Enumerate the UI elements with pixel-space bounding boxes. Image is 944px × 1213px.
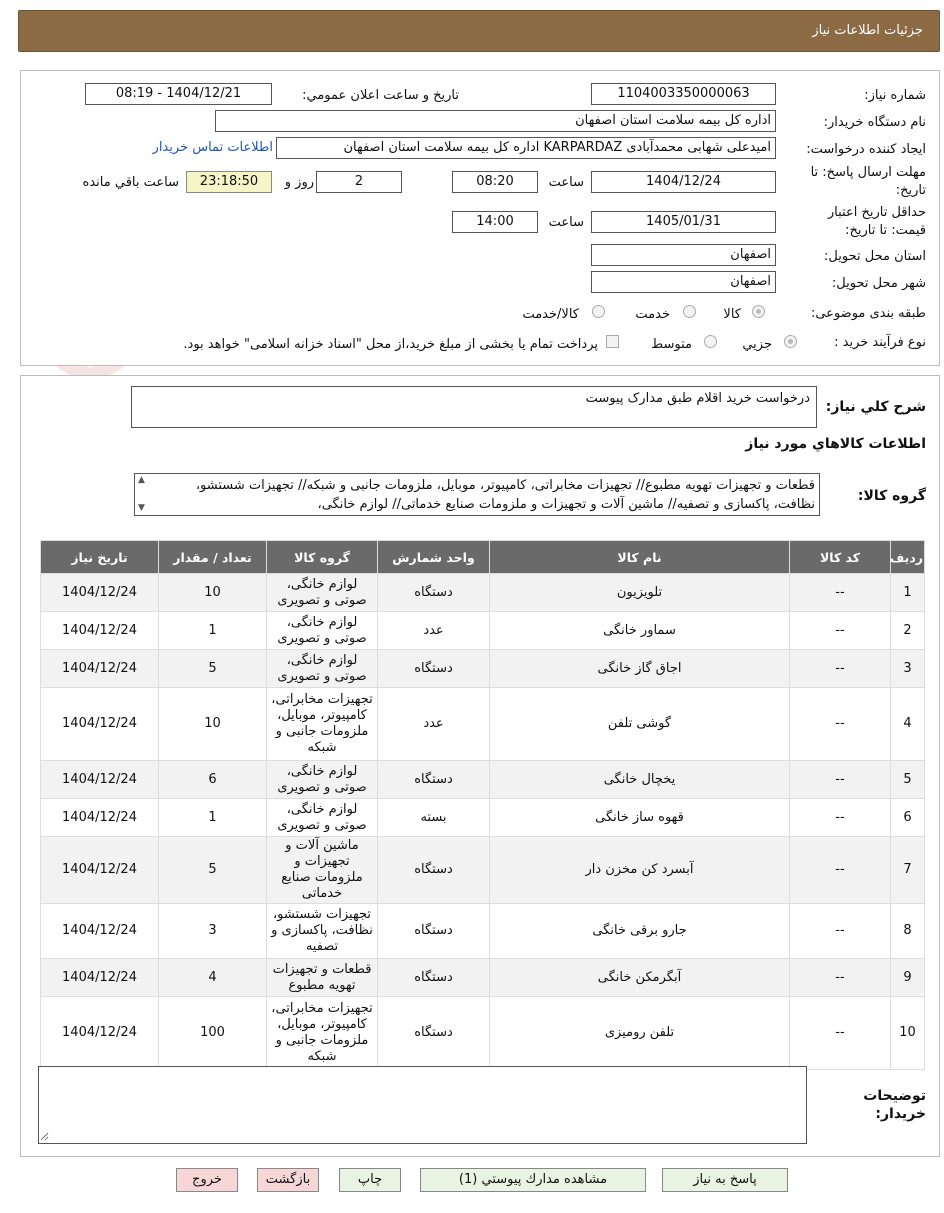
table-row bbox=[41, 650, 925, 688]
cell-qty: 3 bbox=[159, 904, 267, 959]
cell-unit: عدد bbox=[378, 612, 490, 650]
view-attachments-button[interactable]: مشاهده مدارك پيوستي (1) bbox=[420, 1168, 646, 1192]
cell-name: جارو برقی خانگی bbox=[490, 904, 790, 959]
cell-date: 1404/12/24 bbox=[41, 904, 159, 959]
days-field: 2 bbox=[316, 171, 402, 193]
cell-code: -- bbox=[790, 612, 891, 650]
group-scroll-down-icon[interactable]: ▼ bbox=[138, 503, 145, 513]
cell-name: گوشی تلفن bbox=[490, 688, 790, 761]
creator-field: امیدعلی شهابی محمدآبادی KARPARDAZ اداره کل بیمه سلامت استان اصفهان bbox=[276, 137, 776, 159]
cell-date: 1404/12/24 bbox=[41, 959, 159, 997]
cell-unit: دستگاه bbox=[378, 837, 490, 904]
remaining-time-field: 23:18:50 bbox=[186, 171, 272, 193]
notes-label-1: توضیحات bbox=[863, 1088, 926, 1104]
buyer-field: اداره کل بیمه سلامت استان اصفهان bbox=[215, 110, 776, 132]
page-title: جزئیات اطلاعات نیاز bbox=[812, 23, 923, 38]
cell-group: لوازم خانگی، صوتی و تصویری bbox=[267, 574, 378, 612]
cell-name: یخچال خانگی bbox=[490, 761, 790, 799]
cell-group: تجهیزات مخابراتی، کامپیوتر، موبایل، ملزومات جانبی و شبکه bbox=[267, 997, 378, 1070]
table-row bbox=[41, 799, 925, 837]
col-header-unit: واحد شمارش bbox=[378, 541, 490, 574]
cell-row: 9 bbox=[891, 959, 925, 997]
category-option-service: خدمت bbox=[635, 307, 670, 322]
table-row bbox=[41, 997, 925, 1070]
cell-qty: 4 bbox=[159, 959, 267, 997]
cell-name: اجاق گاز خانگی bbox=[490, 650, 790, 688]
process-option-minor: جزيي bbox=[742, 337, 772, 352]
category-option-goods: کالا bbox=[723, 307, 741, 322]
col-header-group: گروه کالا bbox=[267, 541, 378, 574]
process-option-medium: متوسط bbox=[651, 337, 692, 352]
table-row bbox=[41, 688, 925, 761]
group-field[interactable] bbox=[134, 473, 820, 516]
cell-code: -- bbox=[790, 761, 891, 799]
cell-date: 1404/12/24 bbox=[41, 650, 159, 688]
category-radio-both[interactable] bbox=[592, 305, 605, 318]
process-radio-minor[interactable] bbox=[784, 335, 797, 348]
col-header-code: کد کالا bbox=[790, 541, 891, 574]
validity-time-field: 14:00 bbox=[452, 211, 538, 233]
cell-unit: عدد bbox=[378, 688, 490, 761]
cell-group: لوازم خانگی، صوتی و تصویری bbox=[267, 799, 378, 837]
table-row bbox=[41, 904, 925, 959]
notes-label-2: خریدار: bbox=[875, 1106, 926, 1122]
announce-label: تاریخ و ساعت اعلان عمومي: bbox=[302, 88, 459, 103]
cell-unit: دستگاه bbox=[378, 650, 490, 688]
category-radio-goods[interactable] bbox=[752, 305, 765, 318]
validity-label-1: حداقل تاریخ اعتبار bbox=[827, 205, 926, 220]
table-header-row bbox=[41, 541, 925, 574]
description-label: شرح كلي نياز: bbox=[825, 399, 926, 415]
treasury-checkbox[interactable] bbox=[606, 335, 619, 348]
need-number-label: شماره نیاز: bbox=[864, 88, 926, 103]
cell-group: تجهیزات مخابراتی، کامپیوتر، موبایل، ملزومات جانبی و شبکه bbox=[267, 688, 378, 761]
cell-name: سماور خانگی bbox=[490, 612, 790, 650]
deadline-label-1: مهلت ارسال پاسخ: تا bbox=[810, 165, 926, 180]
table-row bbox=[41, 761, 925, 799]
validity-date-field: 1405/01/31 bbox=[591, 211, 776, 233]
cell-name: تلویزیون bbox=[490, 574, 790, 612]
cell-row: 7 bbox=[891, 837, 925, 904]
cell-date: 1404/12/24 bbox=[41, 688, 159, 761]
cell-date: 1404/12/24 bbox=[41, 837, 159, 904]
city-field: اصفهان bbox=[591, 271, 776, 293]
exit-button[interactable]: خروج bbox=[176, 1168, 238, 1192]
category-label: طبقه بندی موضوعی: bbox=[810, 306, 926, 321]
deadline-time-field: 08:20 bbox=[452, 171, 538, 193]
cell-row: 1 bbox=[891, 574, 925, 612]
cell-group: تجهیزات شستشو، نظافت، پاکسازی و تصفیه bbox=[267, 904, 378, 959]
description-text: درخواست خرید اقلام طبق مدارک پیوست bbox=[585, 391, 810, 406]
cell-unit: دستگاه bbox=[378, 997, 490, 1070]
cell-group: لوازم خانگی، صوتی و تصویری bbox=[267, 612, 378, 650]
cell-unit: دستگاه bbox=[378, 904, 490, 959]
group-text: قطعات و تجهیزات تهویه مطبوع// تجهیزات مخابراتی، کامپیوتر، موبایل، ملزومات جانبی و شبکه// تجهیزات شستشو، نظافت، پاکسازی و تصفیه// ماشین آلات و تجهیزات و ملزومات صنایع خدماتی// لوازم خانگی، bbox=[195, 478, 815, 512]
items-table bbox=[40, 540, 925, 1070]
cell-qty: 10 bbox=[159, 574, 267, 612]
cell-qty: 1 bbox=[159, 612, 267, 650]
col-header-date: تاریخ نیاز bbox=[41, 541, 159, 574]
cell-qty: 100 bbox=[159, 997, 267, 1070]
cell-unit: دستگاه bbox=[378, 959, 490, 997]
reply-button[interactable]: پاسخ به نیاز bbox=[662, 1168, 788, 1192]
col-header-name: نام کالا bbox=[490, 541, 790, 574]
cell-code: -- bbox=[790, 574, 891, 612]
cell-code: -- bbox=[790, 799, 891, 837]
deadline-date-field: 1404/12/24 bbox=[591, 171, 776, 193]
process-note: پرداخت تمام یا بخشی از مبلغ خرید،از محل "اسناد خزانه اسلامی" خواهد بود. bbox=[183, 337, 598, 352]
announce-field: 1404/12/21 - 08:19 bbox=[85, 83, 272, 105]
buyer-label: نام دستگاه خریدار: bbox=[823, 115, 926, 130]
deadline-label-2: تاریخ: bbox=[895, 183, 926, 198]
deadline-time-label: ساعت bbox=[548, 175, 584, 190]
cell-code: -- bbox=[790, 959, 891, 997]
cell-date: 1404/12/24 bbox=[41, 997, 159, 1070]
cell-name: آبسرد کن مخزن دار bbox=[490, 837, 790, 904]
province-field: اصفهان bbox=[591, 244, 776, 266]
cell-row: 5 bbox=[891, 761, 925, 799]
table-row bbox=[41, 574, 925, 612]
resize-grip-icon[interactable] bbox=[40, 1132, 49, 1141]
cell-group: ماشین آلات و تجهیزات و ملزومات صنایع خدماتی bbox=[267, 837, 378, 904]
cell-row: 2 bbox=[891, 612, 925, 650]
cell-group: لوازم خانگی، صوتی و تصویری bbox=[267, 650, 378, 688]
cell-date: 1404/12/24 bbox=[41, 761, 159, 799]
cell-row: 8 bbox=[891, 904, 925, 959]
need-number-field: 1104003350000063 bbox=[591, 83, 776, 105]
cell-row: 4 bbox=[891, 688, 925, 761]
validity-label-2: قیمت: تا تاریخ: bbox=[845, 223, 926, 238]
remaining-label: ساعت باقي مانده bbox=[82, 175, 179, 190]
group-scroll-up-icon[interactable]: ▲ bbox=[138, 475, 145, 485]
cell-group: لوازم خانگی، صوتی و تصویری bbox=[267, 761, 378, 799]
cell-unit: بسته bbox=[378, 799, 490, 837]
print-button[interactable]: چاپ bbox=[339, 1168, 401, 1192]
validity-time-label: ساعت bbox=[548, 215, 584, 230]
page-header bbox=[18, 10, 940, 52]
table-row bbox=[41, 959, 925, 997]
table-row bbox=[41, 837, 925, 904]
cell-date: 1404/12/24 bbox=[41, 799, 159, 837]
cell-name: قهوه ساز خانگی bbox=[490, 799, 790, 837]
cell-date: 1404/12/24 bbox=[41, 574, 159, 612]
days-label: روز و bbox=[284, 175, 314, 190]
cell-group: قطعات و تجهیزات تهویه مطبوع bbox=[267, 959, 378, 997]
process-label: نوع فرآیند خرید : bbox=[834, 335, 926, 350]
cell-code: -- bbox=[790, 837, 891, 904]
back-button[interactable]: بازگشت bbox=[257, 1168, 319, 1192]
cell-code: -- bbox=[790, 997, 891, 1070]
cell-qty: 1 bbox=[159, 799, 267, 837]
description-field bbox=[131, 386, 817, 428]
cell-qty: 5 bbox=[159, 650, 267, 688]
cell-code: -- bbox=[790, 688, 891, 761]
category-radio-service[interactable] bbox=[683, 305, 696, 318]
cell-unit: دستگاه bbox=[378, 574, 490, 612]
table-row bbox=[41, 612, 925, 650]
cell-row: 10 bbox=[891, 997, 925, 1070]
cell-code: -- bbox=[790, 650, 891, 688]
contact-buyer-link[interactable]: اطلاعات تماس خریدار bbox=[152, 140, 273, 155]
cell-unit: دستگاه bbox=[378, 761, 490, 799]
cell-qty: 10 bbox=[159, 688, 267, 761]
cell-code: -- bbox=[790, 904, 891, 959]
cell-date: 1404/12/24 bbox=[41, 612, 159, 650]
cell-row: 3 bbox=[891, 650, 925, 688]
category-option-both: کالا/خدمت bbox=[522, 307, 579, 322]
city-label: شهر محل تحویل: bbox=[831, 276, 926, 291]
cell-qty: 6 bbox=[159, 761, 267, 799]
cell-name: آبگرمکن خانگی bbox=[490, 959, 790, 997]
province-label: استان محل تحویل: bbox=[824, 249, 926, 264]
cell-qty: 5 bbox=[159, 837, 267, 904]
items-section-title: اطلاعات كالاهاي مورد نياز bbox=[745, 436, 926, 452]
col-header-qty: تعداد / مقدار bbox=[159, 541, 267, 574]
process-radio-medium[interactable] bbox=[704, 335, 717, 348]
col-header-row: ردیف bbox=[891, 541, 925, 574]
cell-row: 6 bbox=[891, 799, 925, 837]
buyer-notes-field[interactable] bbox=[38, 1066, 807, 1144]
group-label: گروه کالا: bbox=[857, 488, 926, 504]
creator-label: ایجاد کننده درخواست: bbox=[806, 142, 926, 157]
cell-name: تلفن رومیزی bbox=[490, 997, 790, 1070]
